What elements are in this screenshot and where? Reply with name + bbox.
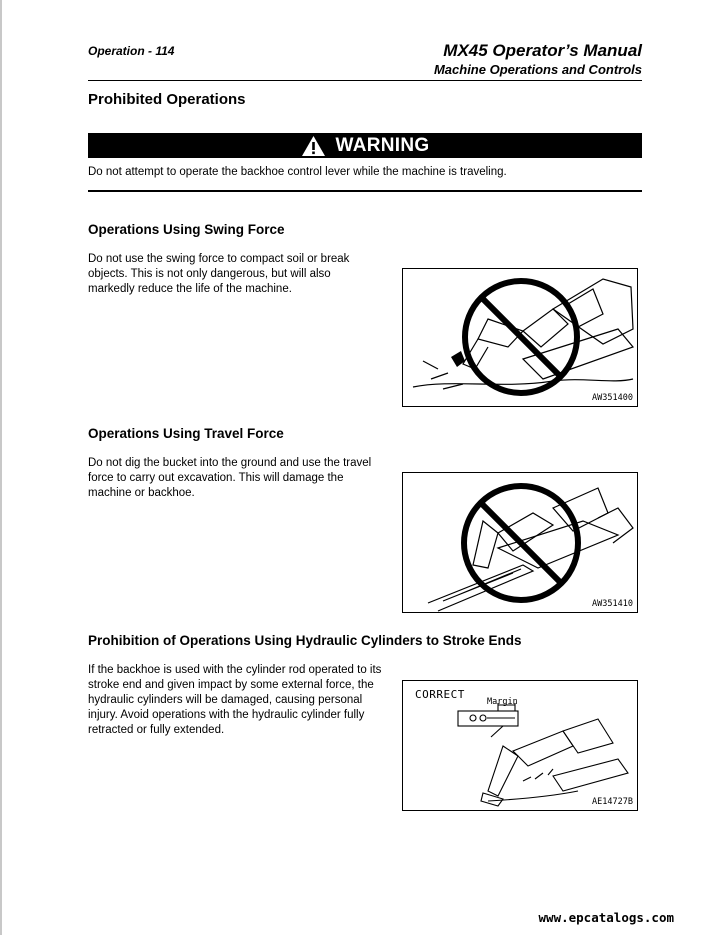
page-title: Prohibited Operations: [88, 91, 246, 108]
travel-force-figure: [402, 472, 638, 613]
section-subtitle: Machine Operations and Controls: [433, 62, 642, 77]
hydraulic-stroke-figure: [402, 680, 638, 811]
swing-force-text: Do not use the swing force to compact soil or break objects. This is not only dangerous, but will also markedly reduce the life of the machine.: [88, 253, 350, 295]
page-reference: Operation - 114: [88, 44, 175, 58]
figure-id: AE14727B: [592, 797, 633, 807]
manual-title: MX45 Operator’s Manual: [443, 41, 642, 60]
header-divider: [88, 80, 642, 81]
figure-caption: CORRECT: [415, 688, 465, 701]
warning-triangle-icon: [301, 135, 326, 157]
hydraulic-stroke-text: If the backhoe is used with the cylinder rod operated to its stroke end and given impact by some external force, the hydraulic cylinders will be damaged, causing personal injury. Avoid operations with the hydraulic cylinder fully retracted or fully extended.: [88, 664, 382, 736]
travel-force-text: Do not dig the bucket into the ground and use the travel force to carry out excavation. This will damage the machine or backhoe.: [88, 457, 372, 499]
page-edge-rule: [0, 0, 2, 935]
figure-id: AW351400: [592, 393, 633, 403]
excavator-travel-prohibited-illustration: [403, 473, 638, 613]
swing-force-figure: [402, 268, 638, 407]
warning-divider: [88, 190, 642, 192]
warning-banner: [88, 133, 642, 158]
footer-website: www.epcatalogs.com: [538, 910, 674, 925]
figure-id: AW351410: [592, 599, 633, 609]
cylinder-margin-illustration: [403, 681, 638, 811]
swing-force-heading: Operations Using Swing Force: [88, 222, 285, 237]
hydraulic-stroke-heading: Prohibition of Operations Using Hydraulic Cylinders to Stroke Ends: [88, 633, 522, 648]
margin-label: Margin: [487, 697, 518, 707]
excavator-swing-prohibited-illustration: [403, 269, 638, 407]
travel-force-heading: Operations Using Travel Force: [88, 426, 284, 441]
warning-label: WARNING: [335, 134, 430, 156]
warning-text: Do not attempt to operate the backhoe control lever while the machine is traveling.: [88, 166, 507, 178]
